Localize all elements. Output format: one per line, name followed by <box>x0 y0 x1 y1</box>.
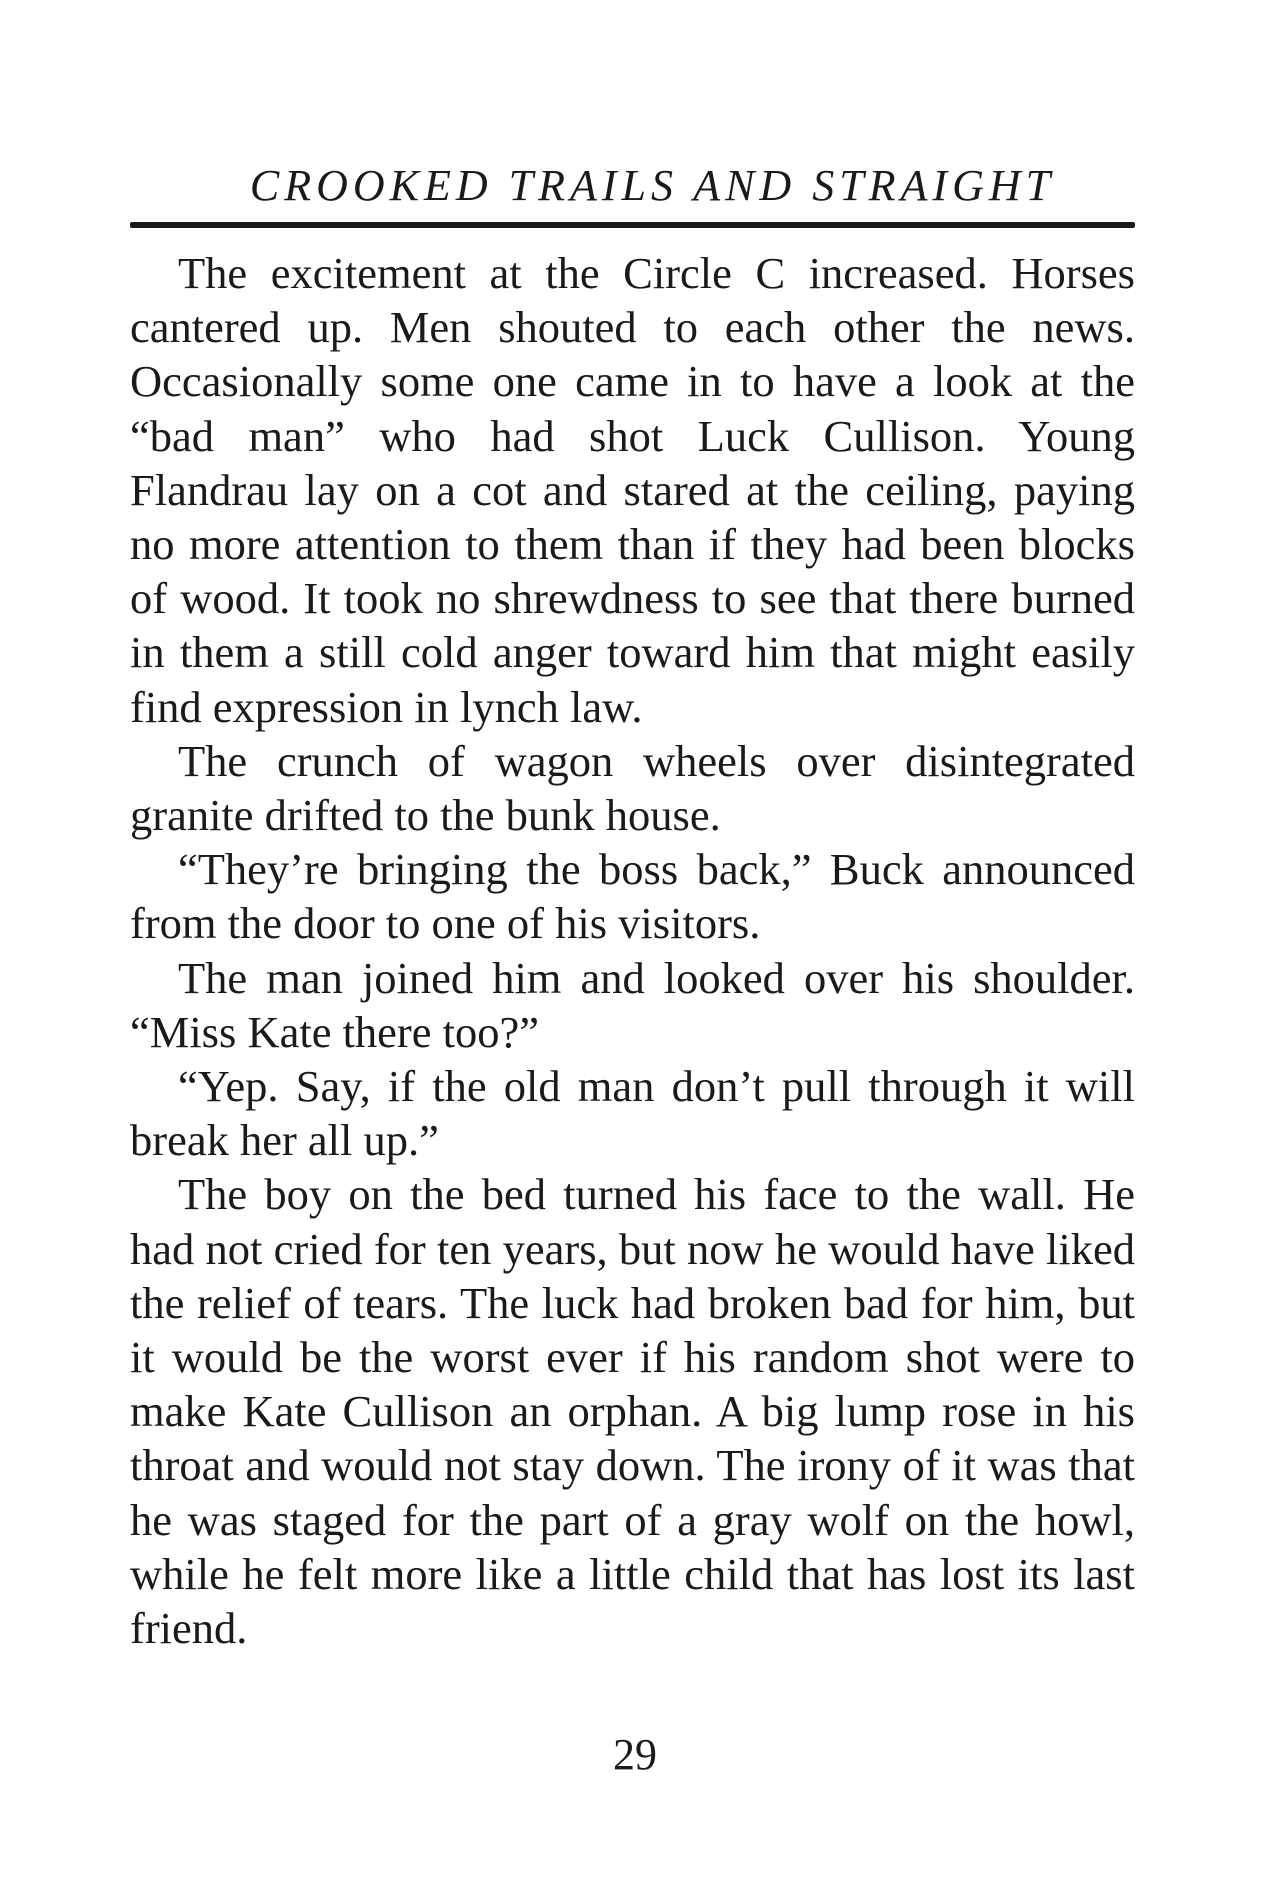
header-rule <box>130 222 1135 228</box>
page-number: 29 <box>613 1730 657 1779</box>
paragraph: The boy on the bed turned his face to the wall. He had not cried for ten years, but now he would have liked the relief of tears. The luck had broken bad for him, but it would be the worst ever if his random shot were to make Kate Cullison an orphan. A big lump rose in his throat and would not stay down. The irony of it was that he was staged for the part of a gray wolf on the howl, while he felt more like a little child that has lost its last friend. <box>130 1169 1135 1654</box>
body-text <box>130 246 1135 1655</box>
paragraph: The crunch of wagon wheels over disintegrated granite drifted to the bunk house. <box>130 735 1135 841</box>
book-page <box>130 150 1135 1655</box>
paragraph: The excitement at the Circle C increased. Horses cantered up. Men shouted to each other the news. Occasionally some one came in to have a look at the “bad man” who had shot Luck Cullison. Young Flandrau lay on a cot and stared at the ceiling, paying no more attention to them than if they had been blocks of wood. It took no shrewdness to see that there burned in them a still cold anger toward him that might easily find expression in lynch law. <box>130 248 1135 732</box>
paragraph: “Yep. Say, if the old man don’t pull through it will break her all up.” <box>130 1061 1135 1166</box>
paragraph: “They’re bringing the boss back,” Buck announced from the door to one of his visitors. <box>130 844 1135 949</box>
paragraph: The man joined him and looked over his shoulder. “Miss Kate there too?” <box>130 952 1135 1057</box>
running-title: CROOKED TRAILS AND STRAIGHT <box>249 161 1056 210</box>
